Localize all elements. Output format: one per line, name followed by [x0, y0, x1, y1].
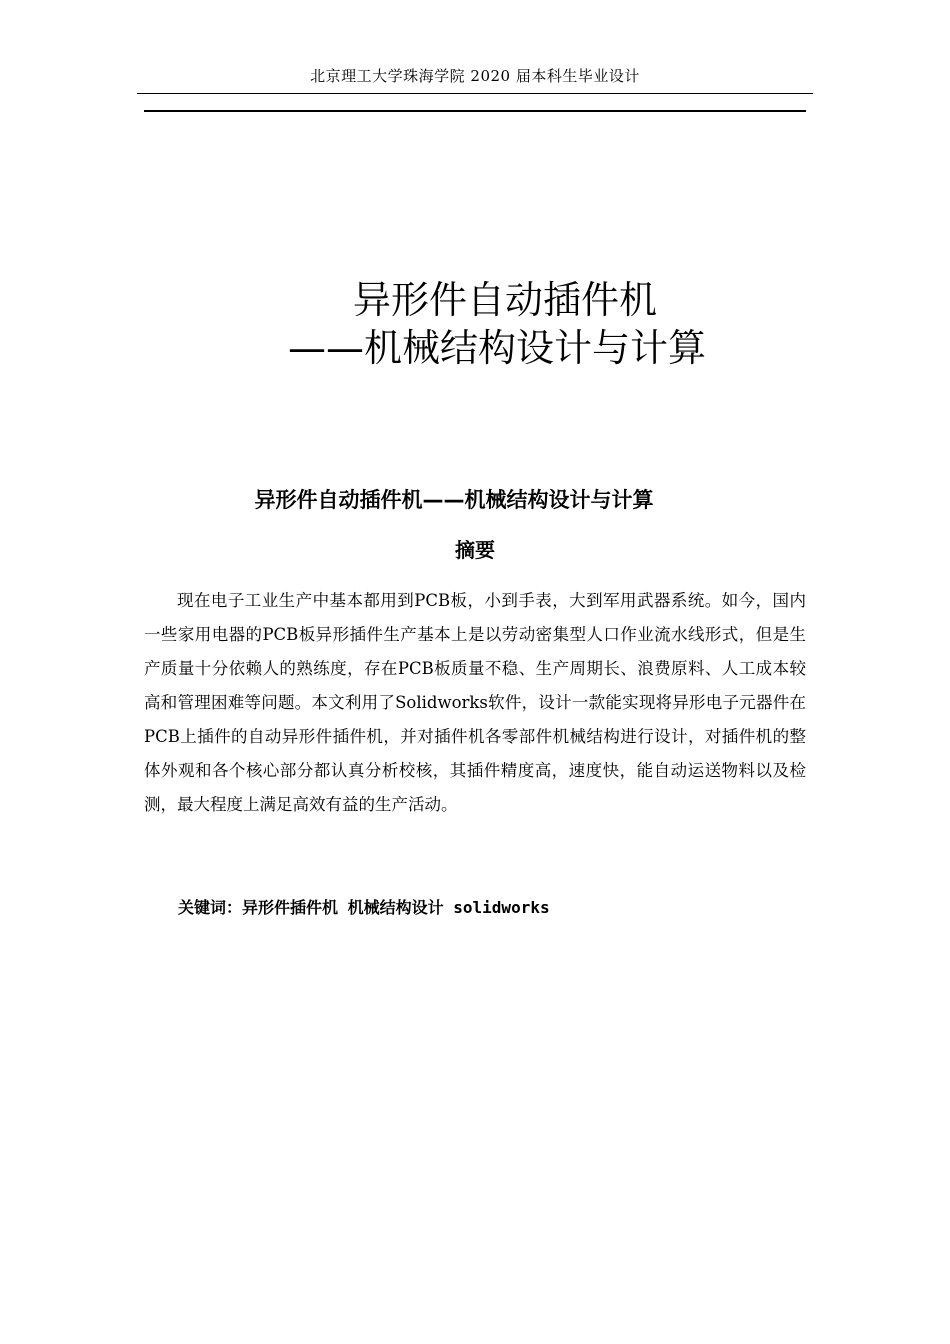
abstract-subtitle: 异形件自动插件机——机械结构设计与计算 [254, 488, 654, 512]
abstract-body: 现在电子工业生产中基本都用到PCB板，小到手表，大到军用武器系统。如今，国内一些家用电器的PCB板异形插件生产基本上是以劳动密集型人口作业流水线形式，但是生产质量十分依赖人的熟练度，存在PCB板质量不稳、生产周期长、浪费原料、人工成本较高和管理困难等问题。本文利用了Solidworks软件，设计一款能实现将异形电子元器件在PCB上插件的自动异形件插件机，并对插件机各零部件机械结构进行设计，对插件机的整体外观和各个核心部分都认真分析校核，其插件精度高，速度快，能自动运送物料以及检测，最大程度上满足高效有益的生产活动。 [144, 591, 806, 814]
title-line-1: 异形件自动插件机 [353, 278, 658, 322]
keywords-line: 关键词：异形件插件机 机械结构设计 solidworks [178, 898, 550, 917]
running-header: 北京理工大学珠海学院 2020 届本科生毕业设计 [310, 67, 640, 85]
header-rule-thin [137, 93, 813, 94]
title-line-2: ——机械结构设计与计算 [288, 326, 707, 370]
abstract-heading: 摘要 [455, 538, 495, 562]
header-rule-thick [144, 110, 806, 112]
document-title [250, 276, 780, 372]
